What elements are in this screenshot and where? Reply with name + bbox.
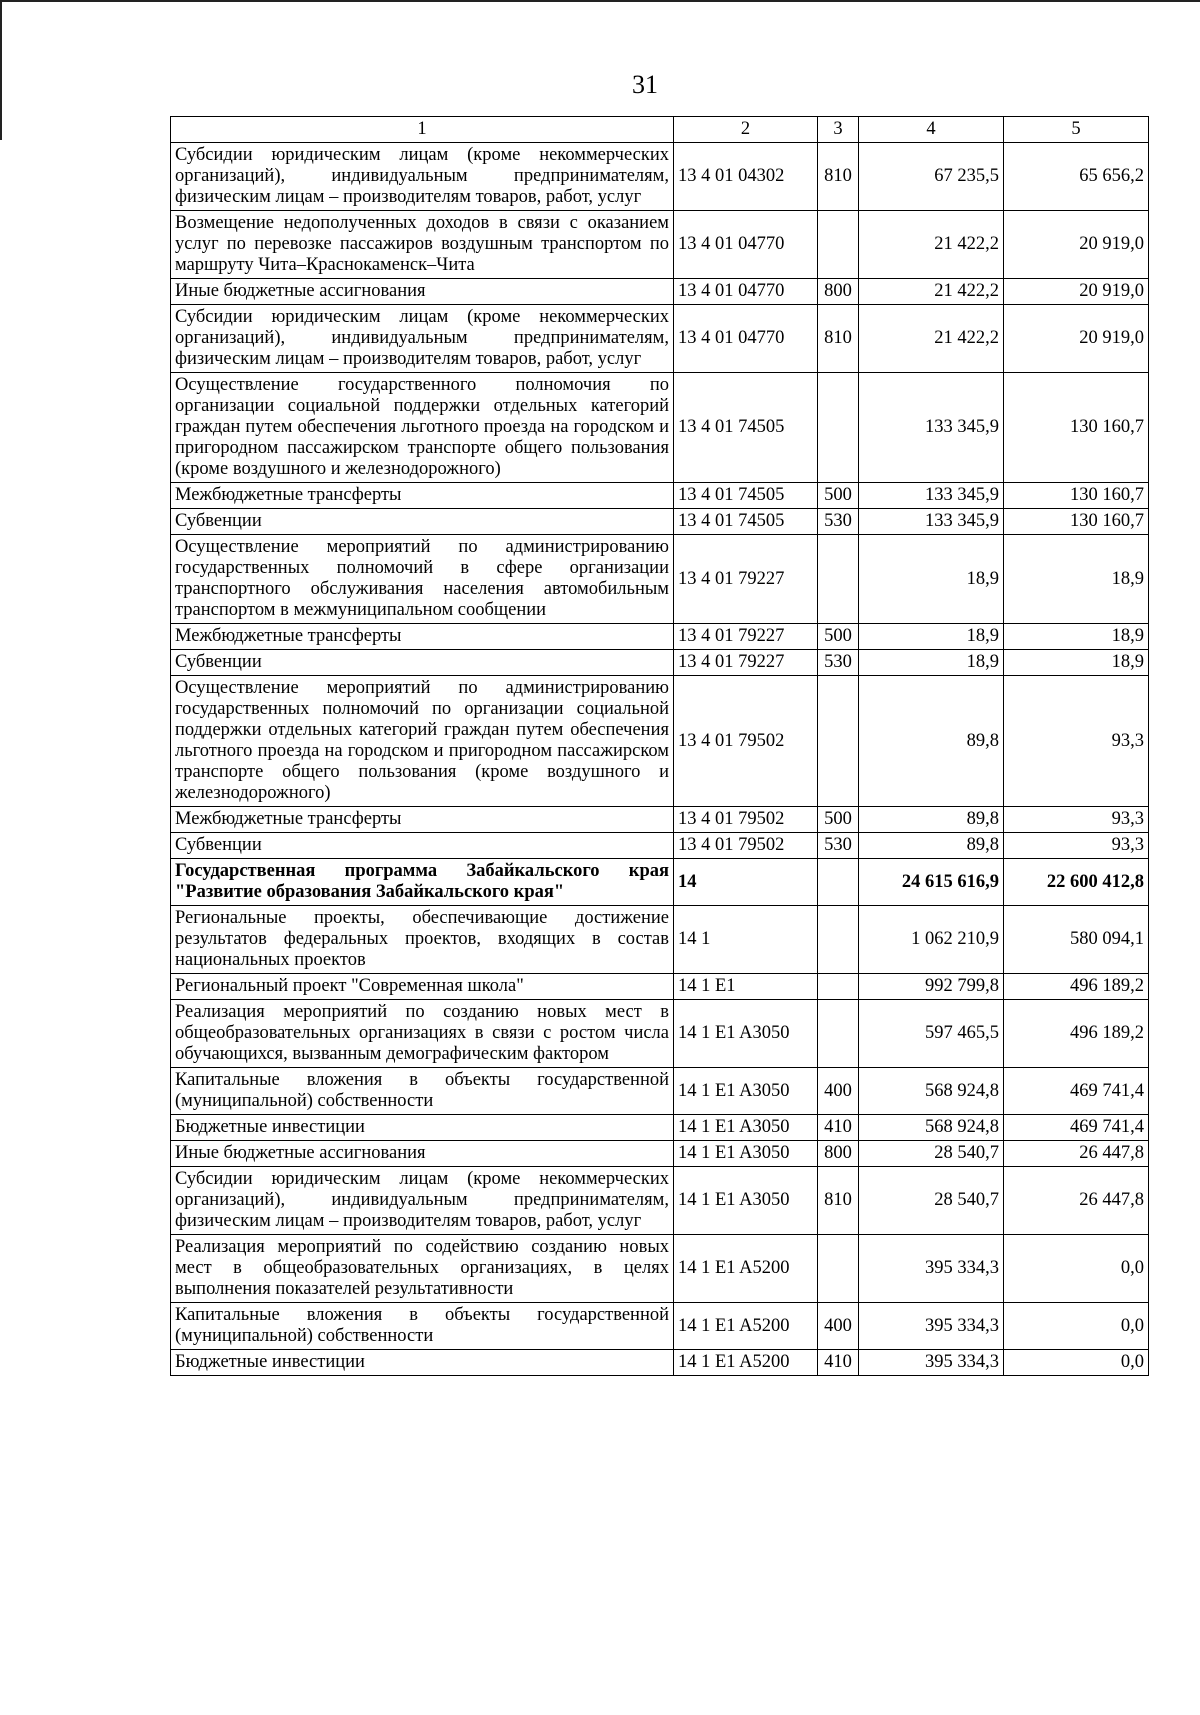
row-amount-col4: 21 422,2 [859,211,1004,279]
row-expense-type: 400 [818,1068,859,1115]
table-row [171,906,1149,974]
row-expense-type: 810 [818,1167,859,1235]
row-amount-col5: 130 160,7 [1004,509,1149,535]
row-amount-col5: 0,0 [1004,1350,1149,1376]
row-name: Бюджетные инвестиции [171,1115,674,1141]
row-target-code: 13 4 01 79502 [674,807,818,833]
row-expense-type: 530 [818,833,859,859]
row-amount-col4: 89,8 [859,807,1004,833]
budget-table [170,116,1149,1376]
row-amount-col5: 496 189,2 [1004,974,1149,1000]
row-target-code: 13 4 01 04770 [674,211,818,279]
row-amount-col4: 21 422,2 [859,305,1004,373]
row-expense-type [818,974,859,1000]
row-expense-type: 800 [818,279,859,305]
row-amount-col4: 67 235,5 [859,143,1004,211]
row-amount-col4: 133 345,9 [859,373,1004,483]
table-row [171,1115,1149,1141]
row-name: Субсидии юридическим лицам (кроме некоммерческих организаций), индивидуальным предпринимателям, физическим лицам – производителям товаров, работ, услуг [171,143,674,211]
row-amount-col4: 568 924,8 [859,1115,1004,1141]
row-expense-type: 530 [818,509,859,535]
row-amount-col4: 89,8 [859,833,1004,859]
row-name: Иные бюджетные ассигнования [171,1141,674,1167]
table-row [171,211,1149,279]
row-target-code: 14 1 [674,906,818,974]
row-expense-type: 810 [818,305,859,373]
table-row [171,535,1149,624]
row-amount-col4: 395 334,3 [859,1350,1004,1376]
table-row [171,279,1149,305]
table-row [171,1068,1149,1115]
row-name: Капитальные вложения в объекты государственной (муниципальной) собственности [171,1068,674,1115]
row-target-code: 14 1 E1 A3050 [674,1141,818,1167]
row-amount-col4: 133 345,9 [859,483,1004,509]
row-amount-col5: 20 919,0 [1004,279,1149,305]
table-row [171,1167,1149,1235]
row-expense-type [818,906,859,974]
row-name: Субсидии юридическим лицам (кроме некоммерческих организаций), индивидуальным предпринимателям, физическим лицам – производителям товаров, работ, услуг [171,1167,674,1235]
row-amount-col4: 18,9 [859,650,1004,676]
row-name: Реализация мероприятий по созданию новых мест в общеобразовательных организациях в связи с ростом числа обучающихся, вызванным демографическим фактором [171,1000,674,1068]
header-col-4: 4 [859,117,1004,143]
table-row [171,373,1149,483]
row-amount-col4: 89,8 [859,676,1004,807]
row-amount-col5: 93,3 [1004,833,1149,859]
row-name: Межбюджетные трансферты [171,624,674,650]
row-expense-type [818,1235,859,1303]
row-name: Возмещение недополученных доходов в связи с оказанием услуг по перевозке пассажиров воздушным транспортом по маршруту Чита–Краснокаменск–Чита [171,211,674,279]
row-name: Осуществление мероприятий по администрированию государственных полномочий по организации социальной поддержки отдельных категорий граждан путем обеспечения льготного проезда на городском и пригородном пассажирском транспорте общего пользования (кроме воздушного и железнодорожного) [171,676,674,807]
row-expense-type: 410 [818,1350,859,1376]
row-amount-col4: 28 540,7 [859,1141,1004,1167]
row-amount-col5: 130 160,7 [1004,373,1149,483]
row-expense-type: 530 [818,650,859,676]
row-amount-col5: 20 919,0 [1004,211,1149,279]
row-expense-type: 500 [818,624,859,650]
row-target-code: 14 1 E1 A3050 [674,1000,818,1068]
row-name: Субвенции [171,650,674,676]
header-col-2: 2 [674,117,818,143]
row-expense-type: 500 [818,483,859,509]
table-row [171,974,1149,1000]
row-expense-type: 800 [818,1141,859,1167]
row-target-code: 14 1 E1 A3050 [674,1068,818,1115]
row-amount-col4: 395 334,3 [859,1303,1004,1350]
row-amount-col5: 18,9 [1004,624,1149,650]
row-target-code: 13 4 01 74505 [674,509,818,535]
row-amount-col5: 93,3 [1004,807,1149,833]
row-target-code: 13 4 01 79502 [674,833,818,859]
row-name: Межбюджетные трансферты [171,483,674,509]
row-amount-col5: 93,3 [1004,676,1149,807]
row-amount-col4: 395 334,3 [859,1235,1004,1303]
row-expense-type [818,211,859,279]
row-amount-col5: 130 160,7 [1004,483,1149,509]
row-expense-type [818,676,859,807]
row-name: Региональный проект "Современная школа" [171,974,674,1000]
row-name: Субвенции [171,833,674,859]
table-row [171,143,1149,211]
row-expense-type [818,535,859,624]
row-name: Бюджетные инвестиции [171,1350,674,1376]
scan-edge-top [0,0,1200,2]
row-target-code: 14 1 E1 A3050 [674,1167,818,1235]
row-amount-col5: 496 189,2 [1004,1000,1149,1068]
row-target-code: 14 1 E1 [674,974,818,1000]
row-amount-col4: 133 345,9 [859,509,1004,535]
row-target-code: 14 1 E1 A3050 [674,1115,818,1141]
row-amount-col5: 580 094,1 [1004,906,1149,974]
row-expense-type [818,859,859,906]
row-target-code: 13 4 01 79502 [674,676,818,807]
row-name: Субвенции [171,509,674,535]
row-name: Реализация мероприятий по содействию созданию новых мест в общеобразовательных организациях, в целях выполнения показателей результативности [171,1235,674,1303]
row-amount-col4: 28 540,7 [859,1167,1004,1235]
row-amount-col4: 992 799,8 [859,974,1004,1000]
header-col-3: 3 [818,117,859,143]
table-row [171,509,1149,535]
row-amount-col5: 22 600 412,8 [1004,859,1149,906]
table-row [171,650,1149,676]
table-row [171,483,1149,509]
row-target-code: 13 4 01 04302 [674,143,818,211]
row-target-code: 13 4 01 04770 [674,279,818,305]
row-target-code: 13 4 01 74505 [674,373,818,483]
row-amount-col4: 21 422,2 [859,279,1004,305]
row-target-code: 14 1 E1 A5200 [674,1350,818,1376]
row-amount-col4: 18,9 [859,535,1004,624]
header-col-1: 1 [171,117,674,143]
table-row [171,1141,1149,1167]
row-target-code: 13 4 01 79227 [674,650,818,676]
row-amount-col5: 65 656,2 [1004,143,1149,211]
row-name: Иные бюджетные ассигнования [171,279,674,305]
row-expense-type: 500 [818,807,859,833]
row-target-code: 14 [674,859,818,906]
table-row [171,305,1149,373]
table-row [171,676,1149,807]
table-row [171,833,1149,859]
row-amount-col5: 469 741,4 [1004,1068,1149,1115]
budget-table-body [171,117,1149,1376]
row-amount-col5: 0,0 [1004,1303,1149,1350]
row-amount-col4: 18,9 [859,624,1004,650]
row-target-code: 13 4 01 04770 [674,305,818,373]
row-amount-col5: 26 447,8 [1004,1167,1149,1235]
header-col-5: 5 [1004,117,1149,143]
row-expense-type: 400 [818,1303,859,1350]
row-target-code: 14 1 E1 A5200 [674,1235,818,1303]
row-target-code: 13 4 01 79227 [674,624,818,650]
row-expense-type [818,1000,859,1068]
row-amount-col5: 20 919,0 [1004,305,1149,373]
row-target-code: 13 4 01 79227 [674,535,818,624]
table-row [171,1350,1149,1376]
row-name: Капитальные вложения в объекты государственной (муниципальной) собственности [171,1303,674,1350]
table-row [171,624,1149,650]
row-amount-col4: 597 465,5 [859,1000,1004,1068]
row-amount-col5: 0,0 [1004,1235,1149,1303]
row-amount-col4: 568 924,8 [859,1068,1004,1115]
row-amount-col5: 469 741,4 [1004,1115,1149,1141]
row-amount-col5: 26 447,8 [1004,1141,1149,1167]
row-expense-type: 810 [818,143,859,211]
row-name: Региональные проекты, обеспечивающие достижение результатов федеральных проектов, входящих в состав национальных проектов [171,906,674,974]
table-row [171,1303,1149,1350]
row-amount-col4: 1 062 210,9 [859,906,1004,974]
row-name: Осуществление мероприятий по администрированию государственных полномочий в сфере организации транспортного обслуживания населения автомобильным транспортом в межмуниципальном сообщении [171,535,674,624]
row-name: Межбюджетные трансферты [171,807,674,833]
row-target-code: 13 4 01 74505 [674,483,818,509]
table-row [171,807,1149,833]
table-row [171,859,1149,906]
row-target-code: 14 1 E1 A5200 [674,1303,818,1350]
table-row [171,1235,1149,1303]
row-amount-col5: 18,9 [1004,535,1149,624]
row-name: Осуществление государственного полномочия по организации социальной поддержки отдельных категорий граждан путем обеспечения льготного проезда на городском и пригородном пассажирском транспорте общего пользования (кроме воздушного и железнодорожного) [171,373,674,483]
row-expense-type [818,373,859,483]
row-name: Субсидии юридическим лицам (кроме некоммерческих организаций), индивидуальным предпринимателям, физическим лицам – производителям товаров, работ, услуг [171,305,674,373]
header-row [171,117,1149,143]
row-amount-col5: 18,9 [1004,650,1149,676]
row-expense-type: 410 [818,1115,859,1141]
table-row [171,1000,1149,1068]
page-number: 31 [632,70,658,99]
row-amount-col4: 24 615 616,9 [859,859,1004,906]
row-name: Государственная программа Забайкальского края "Развитие образования Забайкальского края" [171,859,674,906]
